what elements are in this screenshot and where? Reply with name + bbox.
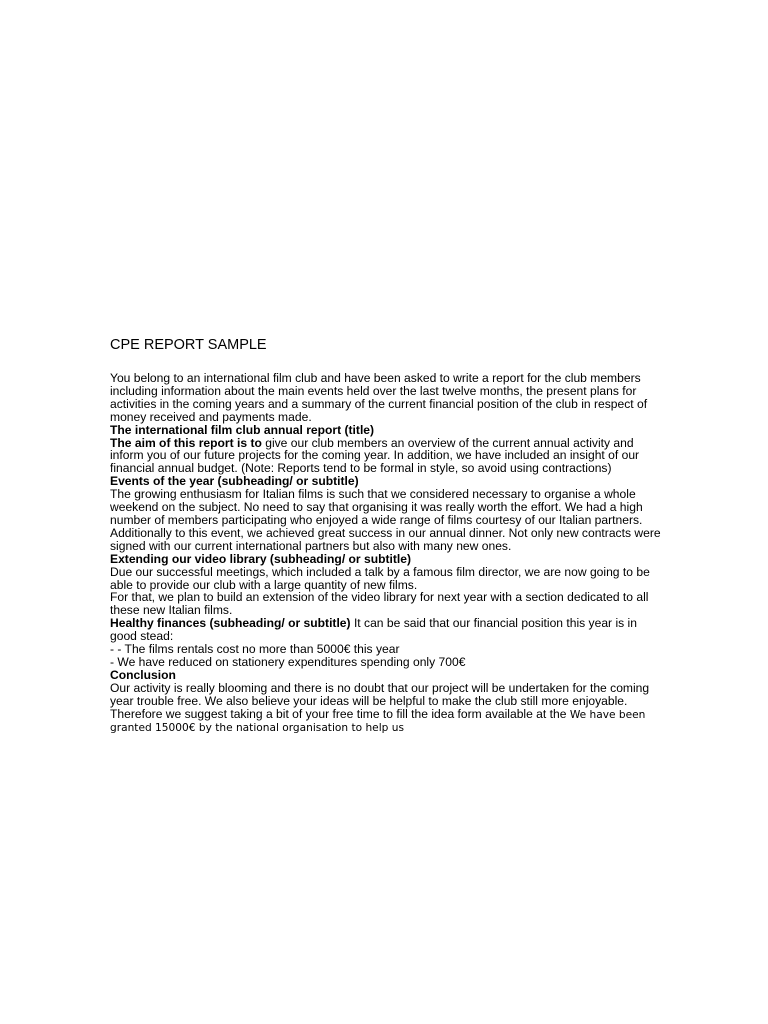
aim-paragraph bbox=[110, 437, 662, 476]
finance-item: - - The films rentals cost no more than 5000€ this year bbox=[110, 642, 400, 657]
events-paragraph: The growing enthusiasm for Italian films is such that we considered necessary to organise a whole weekend on the subject. No need to say that organising it was really worth the effort. We had a high number of members participating who enjoyed a wide range of films courtesy of our Italian partners. Additionally to this event, we achieved great success in our annual dinner. Not only new contracts were signed with our current international partners but also with many new ones. bbox=[110, 487, 661, 553]
library-paragraph-2: For that, we plan to build an extension of the video library for next year with a section dedicated to all these new Italian films. bbox=[110, 590, 649, 618]
finances-text: It can be said that our financial position this year is in good stead: bbox=[110, 616, 637, 644]
conclusion-heading: Conclusion bbox=[110, 667, 176, 682]
conclusion-paragraph bbox=[110, 682, 662, 736]
conclusion-text: Our activity is really blooming and there is no doubt that our project will be undertaken for the coming year trouble free. We also believe your ideas will be helpful to make the club still more enjoyable. Therefore we suggest taking a bit of your free time to fill the idea form available at the bbox=[110, 680, 650, 721]
aim-lead: The aim of this report is to bbox=[110, 435, 262, 450]
library-paragraph-1: Due our successful meetings, which included a talk by a famous film director, we are now going to be able to provide our club with a large quantity of new films. bbox=[110, 564, 650, 592]
finance-item: - We have reduced on stationery expenditures spending only 700€ bbox=[110, 654, 466, 669]
finances-paragraph bbox=[110, 617, 662, 643]
conclusion-tail: We have been granted 15000€ by the national organisation to help us bbox=[110, 708, 646, 735]
aim-text: give our club members an overview of the current annual activity and inform you of our future projects for the coming year. In addition, we have included an insight of our financial annual budget. (Note: Reports tend to be formal in style, so avoid using contractions) bbox=[110, 435, 640, 476]
document-body bbox=[110, 336, 662, 735]
library-heading: Extending our video library (subheading/ or subtitle) bbox=[110, 551, 412, 566]
intro-paragraph: You belong to an international film club and have been asked to write a report for the club members including information about the main events held over the last twelve months, the present plans for activities in the coming years and a summary of the current financial position of the club in respect of money received and payments made. bbox=[110, 371, 648, 424]
report-title-heading: The international film club annual report (title) bbox=[110, 422, 375, 437]
document-title: CPE REPORT SAMPLE bbox=[110, 337, 267, 353]
finances-heading: Healthy finances (subheading/ or subtitle) bbox=[110, 616, 351, 631]
events-heading: Events of the year (subheading/ or subtitle) bbox=[110, 474, 359, 489]
